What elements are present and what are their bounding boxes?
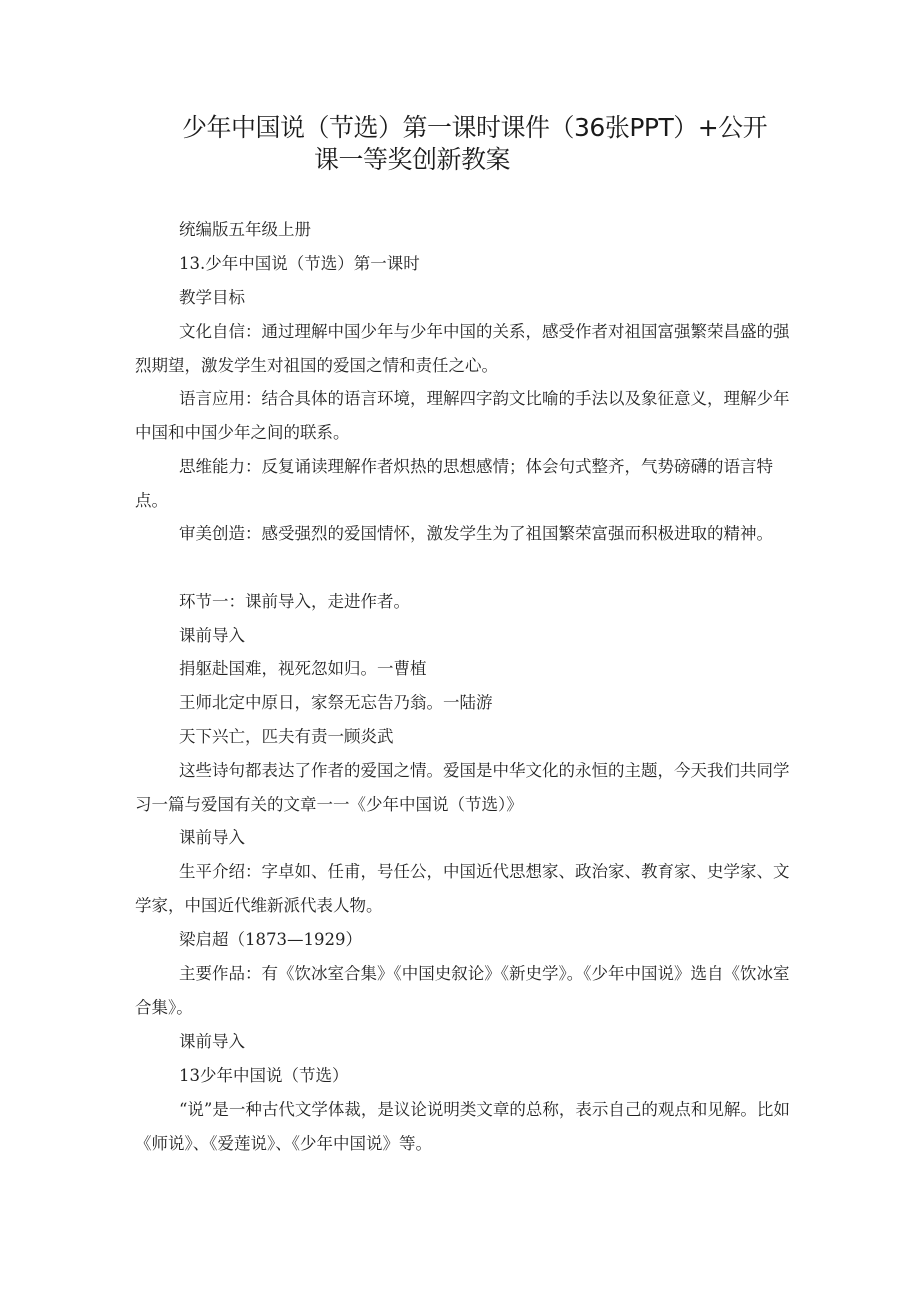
paragraph-patriotism: 这些诗句都表达了作者的爱国之情。爱国是中华文化的永恒的主题，今天我们共同学习一篇与爱国有关的文章一一《少年中国说（节选）》 [135,761,790,814]
lesson-title: 13少年中国说（节选） [179,1066,349,1085]
paragraph-genre-explanation: “说”是一种古代文学体裁，是议论说明类文章的总称，表示自己的观点和见解。比如《师说》、《爱莲说》、《少年中国说》等。 [135,1100,790,1153]
subheading-introduction: 课前导入 [179,828,245,847]
section-heading-objectives: 教学目标 [179,288,245,307]
author-name: 梁启超（1873—1929） [179,930,362,949]
title-line-2: 课一等奖创新教案 [314,145,511,174]
poem-line: 王师北定中原日，家祭无忘告乃翁。一陆游 [179,693,493,712]
textbook-edition: 统编版五年级上册 [179,220,311,239]
paragraph-biography: 生平介绍：字卓如、任甫，号任公，中国近代思想家、政治家、教育家、史学家、文学家，中国近代维新派代表人物。 [135,862,790,915]
section-heading-step-one: 环节一：课前导入，走进作者。 [179,592,410,611]
paragraph-main-works: 主要作品：有《饮冰室合集》《中国史叙论》《新史学》。《少年中国说》选自《饮冰室合集》。 [135,964,790,1017]
title-line-1: 少年中国说（节选）第一课时课件（36张PPT）+公开 [182,113,768,142]
lesson-heading: 13.少年中国说（节选）第一课时 [179,254,420,273]
subheading-introduction: 课前导入 [179,626,245,645]
subheading-introduction: 课前导入 [179,1032,245,1051]
poem-line: 捐躯赴国难，视死忽如归。一曹植 [179,659,427,678]
paragraph-thinking-ability: 思维能力：反复诵读理解作者炽热的思想感情；体会句式整齐，气势磅礴的语言特点。 [135,457,773,510]
paragraph-aesthetic-creation: 审美创造：感受强烈的爱国情怀，激发学生为了祖国繁荣富强而积极进取的精神。 [179,524,773,543]
paragraph-language-application: 语言应用：结合具体的语言环境，理解四字韵文比喻的手法以及象征意义，理解少年中国和中国少年之间的联系。 [135,389,790,442]
paragraph-cultural-confidence: 文化自信：通过理解中国少年与少年中国的关系，感受作者对祖国富强繁荣昌盛的强烈期望，激发学生对祖国的爱国之情和责任之心。 [135,322,790,375]
poem-line: 天下兴亡，匹夫有责一顾炎武 [179,727,394,746]
